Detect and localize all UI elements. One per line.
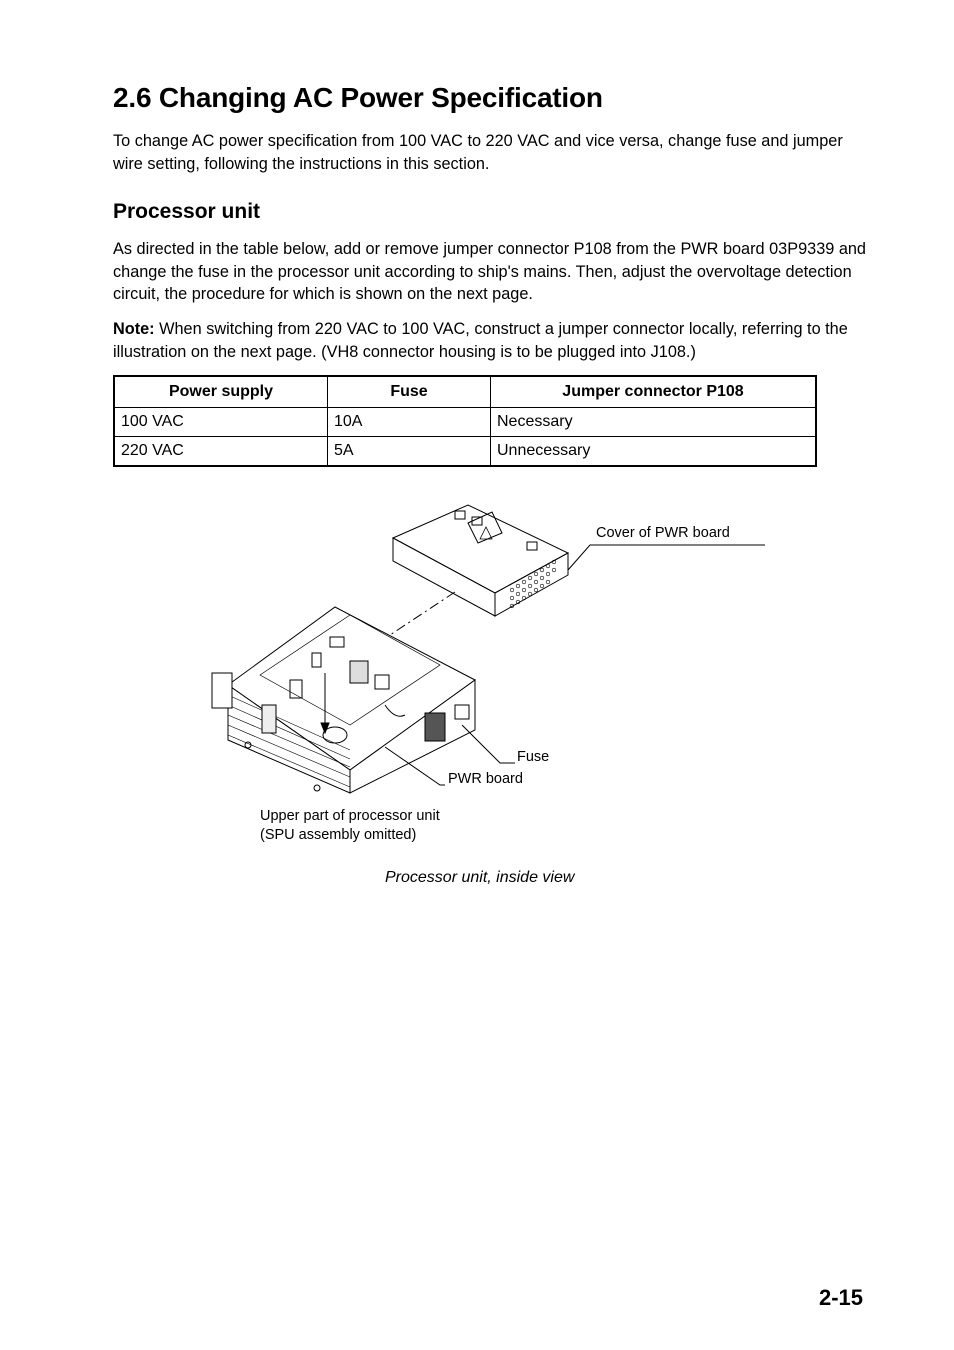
label-upper-part	[260, 807, 440, 845]
section-heading: Processor unit	[113, 200, 261, 223]
cell-jumper: Unnecessary	[491, 437, 817, 467]
power-spec-table	[113, 375, 817, 467]
cell-power-supply: 100 VAC	[114, 408, 328, 437]
header-fuse: Fuse	[328, 376, 491, 408]
label-fuse: Fuse	[517, 749, 550, 765]
label-upper-part-line1: Upper part of processor unit	[260, 808, 440, 824]
note-label: Note:	[113, 320, 155, 338]
processor-unit-illustration	[200, 495, 780, 815]
table-row	[114, 437, 816, 467]
header-power-supply: Power supply	[114, 376, 328, 408]
label-pwr-board: PWR board	[448, 771, 523, 787]
header-jumper: Jumper connector P108	[491, 376, 817, 408]
table-row	[114, 408, 816, 437]
cell-power-supply: 220 VAC	[114, 437, 328, 467]
page-title: 2.6 Changing AC Power Specification	[113, 82, 603, 113]
note-text: When switching from 220 VAC to 100 VAC, construct a jumper connector locally, referring to the illustration on the next page. (VH8 connector housing is to be plugged into J108.)	[113, 320, 848, 361]
page-number: 2-15	[818, 1285, 863, 1310]
label-cover-of-pwr-board: Cover of PWR board	[596, 525, 730, 541]
processor-unit-chassis	[212, 607, 475, 793]
note-paragraph	[113, 318, 873, 363]
pwr-board-cover	[393, 505, 568, 616]
cell-fuse: 5A	[328, 437, 491, 467]
table-header-row	[114, 376, 816, 408]
label-upper-part-line2: (SPU assembly omitted)	[260, 827, 417, 843]
cell-fuse: 10A	[328, 408, 491, 437]
intro-paragraph: To change AC power specification from 100 VAC to 220 VAC and vice versa, change fuse and jumper wire setting, following the instructions in this section.	[113, 132, 843, 173]
cell-jumper: Necessary	[491, 408, 817, 437]
section-paragraph: As directed in the table below, add or remove jumper connector P108 from the PWR board 03P9339 and change the fuse in the processor unit according to ship's mains. Then, adjust the overvoltage detection circuit, the procedure for which is shown on the next page.	[113, 240, 866, 303]
figure-caption: Processor unit, inside view	[385, 869, 575, 886]
